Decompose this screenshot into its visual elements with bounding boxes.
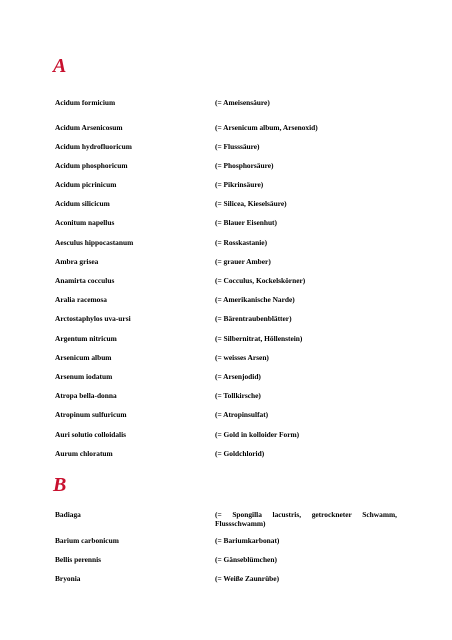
entry-term: Acidum phosphoricum [55, 161, 128, 170]
entry-term: Badiaga [55, 510, 81, 519]
section-letter-b: B [53, 474, 67, 496]
entry-synonym: (= Rosskastanie) [215, 238, 268, 247]
entry-term: Aesculus hippocastanum [55, 238, 134, 247]
entry-term: Argentum nitricum [55, 334, 117, 343]
entry-synonym: (= Cocculus, Kockelskörner) [215, 276, 306, 285]
entry-synonym: (= Arsenicum album, Arsenoxid) [215, 123, 318, 132]
entry-synonym: (= Bärentraubenblätter) [215, 314, 292, 323]
entry-term: Aconitum napellus [55, 218, 115, 227]
entry-term: Aralia racemosa [55, 295, 107, 304]
entry-synonym: (= Goldchlorid) [215, 449, 265, 458]
entry-term: Auri solutio colloidalis [55, 430, 127, 439]
entry-synonym: (= Pikrinsäure) [215, 180, 264, 189]
entry-synonym: (= Silicea, Kieselsäure) [215, 199, 287, 208]
entry-synonym: (= Amerikanische Narde) [215, 295, 295, 304]
entry-term: Acidum Arsenicosum [55, 123, 123, 132]
entry-synonym: (= weisses Arsen) [215, 353, 269, 362]
entry-synonym: (= Tollkirsche) [215, 391, 261, 400]
entry-synonym: (= Flusssäure) [215, 142, 260, 151]
entry-term: Aurum chloratum [55, 449, 113, 458]
entry-term: Atropinum sulfuricum [55, 410, 127, 419]
entry-synonym: (= Blauer Eisenhut) [215, 218, 277, 227]
entry-synonym: (= grauer Amber) [215, 257, 271, 266]
entry-term: Acidum picrinicum [55, 180, 117, 189]
entry-synonym: (= Gold in kolloider Form) [215, 430, 300, 439]
entry-term: Atropa bella-donna [55, 391, 117, 400]
entry-synonym: (= Atropinsulfat) [215, 410, 269, 419]
entry-term: Arctostaphylos uva-ursi [55, 314, 131, 323]
entry-term: Acidum silicicum [55, 199, 110, 208]
entry-term: Barium carbonicum [55, 536, 119, 545]
entry-term: Bellis perennis [55, 555, 102, 564]
entry-synonym: (= Phosphorsäure) [215, 161, 274, 170]
entry-synonym: (= Arsenjodid) [215, 372, 261, 381]
entry-term: Arsenum iodatum [55, 372, 113, 381]
section-letter-a: A [53, 55, 67, 77]
entry-synonym: (= Spongilla lacustris, getrockneter Schwamm, Flussschwamm) [215, 510, 397, 528]
entry-term: Bryonia [55, 574, 81, 583]
entry-synonym: (= Ameisensäure) [215, 98, 270, 107]
entry-term: Anamirta cocculus [55, 276, 115, 285]
entry-synonym: (= Silbernitrat, Höllenstein) [215, 334, 303, 343]
entry-synonym: (= Gänseblümchen) [215, 555, 277, 564]
entry-term: Arsenicum album [55, 353, 112, 362]
entry-term: Acidum formicium [55, 98, 116, 107]
entry-synonym: (= Weiße Zaunrübe) [215, 574, 280, 583]
entry-term: Ambra grisea [55, 257, 99, 266]
entry-term: Acidum hydrofluoricum [55, 142, 132, 151]
entry-synonym: (= Bariumkarbonat) [215, 536, 280, 545]
